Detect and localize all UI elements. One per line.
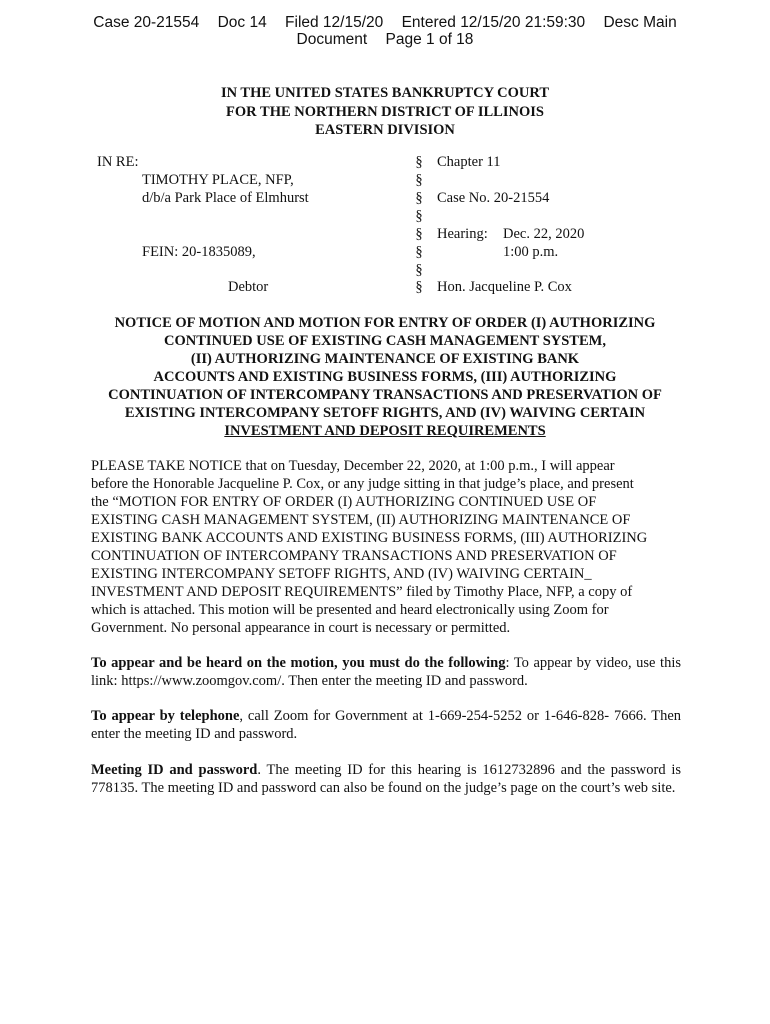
debtor-name: TIMOTHY PLACE, NFP, [142, 172, 294, 188]
appear-instructions [91, 654, 681, 690]
title-line [86, 422, 684, 440]
court-heading [0, 84, 770, 140]
notice-line: INVESTMENT AND DEPOSIT REQUIREMENTS” filed by Timothy Place, NFP, a copy of [91, 584, 633, 600]
desc-stamp: Desc Main [603, 14, 677, 31]
title-line: CONTINUATION OF INTERCOMPANY TRANSACTIONS AND PRESERVATION OF [108, 387, 662, 403]
document-label: Document [296, 31, 368, 48]
judge-name: Hon. Jacqueline P. Cox [437, 279, 572, 295]
in-re-label: IN RE: [97, 154, 139, 170]
section-symbol: § [415, 226, 423, 242]
case-caption [0, 154, 770, 304]
document-title [86, 314, 684, 440]
meeting-instructions [91, 761, 681, 797]
case-number-stamp: Case 20-21554 [93, 14, 200, 31]
notice-line: EXISTING BANK ACCOUNTS AND EXISTING BUSINESS FORMS, (III) AUTHORIZING [91, 530, 648, 546]
notice-line: which is attached. This motion will be presented and heard electronically using Zoom for [91, 602, 609, 618]
section-symbol: § [415, 262, 423, 278]
fein-number: FEIN: 20-1835089, [142, 244, 256, 260]
chapter-label: Chapter 11 [437, 154, 501, 170]
meeting-heading: Meeting ID and password [91, 762, 258, 778]
notice-line: EXISTING INTERCOMPANY SETOFF RIGHTS, AND (IV) WAIVING CERTAIN_ [91, 566, 592, 582]
doc-number-stamp: Doc 14 [217, 14, 267, 31]
title-line: CONTINUED USE OF EXISTING CASH MANAGEMENT SYSTEM, [164, 333, 606, 349]
appear-heading: To appear and be heard on the motion, you must do the following [91, 655, 506, 671]
title-line-underlined: INVESTMENT AND DEPOSIT REQUIREMENTS [224, 423, 546, 439]
notice-line: PLEASE TAKE NOTICE that on Tuesday, December 22, 2020, at 1:00 p.m., I will appear [91, 458, 615, 474]
section-symbol: § [415, 154, 423, 170]
notice-line: before the Honorable Jacqueline P. Cox, or any judge sitting in that judge’s place, and present [91, 476, 634, 492]
ecf-header-stamp [0, 14, 770, 48]
filed-date-stamp: Filed 12/15/20 [285, 14, 384, 31]
title-line: NOTICE OF MOTION AND MOTION FOR ENTRY OF ORDER (I) AUTHORIZING [114, 315, 656, 331]
meeting-text: . The meeting ID for this hearing is 1612732896 and the password is 778135. The meeting ID and password can also be found on the judge’s page on the court’s web site. [91, 762, 682, 796]
section-symbol: § [415, 279, 423, 295]
court-line-2: FOR THE NORTHERN DISTRICT OF ILLINOIS [226, 103, 544, 120]
notice-line: EXISTING CASH MANAGEMENT SYSTEM, (II) AUTHORIZING MAINTENANCE OF [91, 512, 631, 528]
hearing-time: 1:00 p.m. [503, 244, 559, 260]
telephone-heading: To appear by telephone [91, 708, 240, 724]
telephone-instructions [91, 707, 681, 743]
notice-line: CONTINUATION OF INTERCOMPANY TRANSACTIONS AND PRESERVATION OF [91, 548, 617, 564]
hearing-date: Dec. 22, 2020 [503, 226, 585, 242]
debtor-label: Debtor [228, 279, 269, 295]
court-line-1: IN THE UNITED STATES BANKRUPTCY COURT [220, 85, 550, 101]
title-line: EXISTING INTERCOMPANY SETOFF RIGHTS, AND (IV) WAIVING CERTAIN [124, 405, 646, 421]
title-line: ACCOUNTS AND EXISTING BUSINESS FORMS, (III) AUTHORIZING [153, 369, 617, 385]
section-symbol: § [415, 172, 423, 188]
court-line-3: EASTERN DIVISION [315, 122, 455, 138]
entered-date-stamp: Entered 12/15/20 21:59:30 [401, 14, 586, 31]
notice-line: Government. No personal appearance in court is necessary or permitted. [91, 620, 511, 636]
hearing-label: Hearing: [437, 226, 488, 242]
appear-text: : To appear by video, use this link: https://www.zoomgov.com/. Then enter the meeting ID and password. [91, 655, 681, 689]
page-number: Page 1 of 18 [385, 31, 474, 48]
case-number-label: Case No. 20-21554 [437, 190, 550, 206]
notice-paragraph [91, 457, 681, 637]
notice-line: the “MOTION FOR ENTRY OF ORDER (I) AUTHORIZING CONTINUED USE OF [91, 494, 597, 510]
section-symbol: § [415, 244, 423, 260]
section-symbol: § [415, 190, 423, 206]
dba-name: d/b/a Park Place of Elmhurst [142, 190, 309, 206]
title-line: (II) AUTHORIZING MAINTENANCE OF EXISTING BANK [190, 351, 580, 367]
telephone-text: , call Zoom for Government at 1-669-254-5252 or 1-646-828- 7666. Then enter the meeting ID and password. [91, 708, 681, 742]
section-symbol: § [415, 208, 423, 224]
